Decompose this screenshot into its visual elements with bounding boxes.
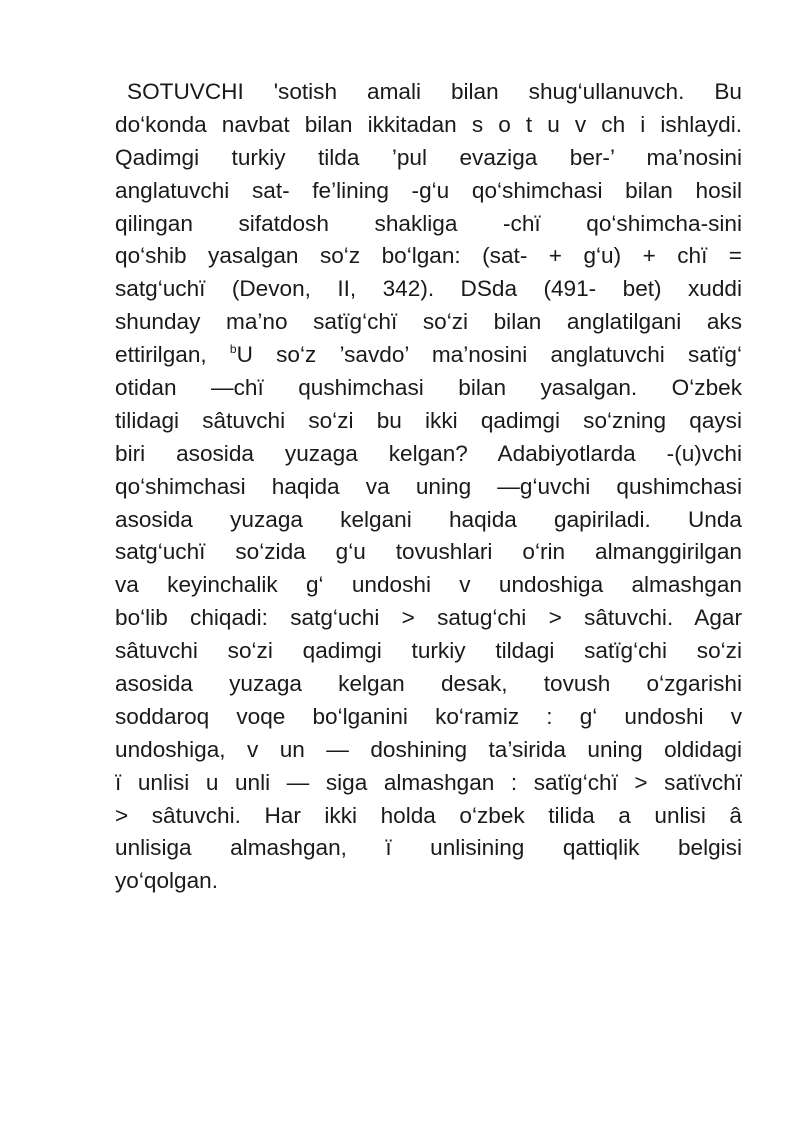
text-line: SOTUVCHI 'sotish amali bilan shug‘ullanuvch. Bu <box>127 79 742 104</box>
text-line: va keyinchalik g‘ undoshi v undoshiga almashgan <box>115 572 742 598</box>
text-line: undoshiga, v un — doshining ta’sirida uning oldidagi <box>115 736 742 762</box>
text-line: qo‘shib yasalgan so‘z bo‘lgan: (sat- + g‘u) + chï = <box>115 243 742 269</box>
text-line: bo‘lib chiqadi: satg‘uchi > satug‘chi > sâtuvchi. Agar <box>115 605 742 631</box>
text-line: anglatuvchi sat- fe’lining -g‘u qo‘shimchasi bilan hosil <box>115 177 742 203</box>
text-line: yo‘qolgan. <box>115 868 219 894</box>
text-line: biri asosida yuzaga kelgan? Adabiyotlarda -(u)vchi <box>115 440 742 466</box>
text-line: do‘konda navbat bilan ikkitadan s o t u v ch i ishlaydi. <box>115 111 742 137</box>
text-line: satg‘uchï so‘zida g‘u tovushlari o‘rin almanggirilgan <box>115 539 742 565</box>
text-line: unlisiga almashgan, ï unlisining qattiqlik belgisi <box>115 835 742 861</box>
text-line-with-footnote <box>115 339 742 372</box>
text-line: > sâtuvchi. Har ikki holda o‘zbek tilida a unlisi â <box>115 802 742 828</box>
text-line: qo‘shimchasi haqida va uning —g‘uvchi qushimchasi <box>115 473 742 499</box>
line-text-before: ettirilgan, <box>115 342 230 368</box>
document-page <box>115 76 742 898</box>
text-line: shunday ma’no satïg‘chï so‘zi bilan anglatilgani aks <box>115 309 742 335</box>
text-line: tilidagi sâtuvchi so‘zi bu ikki qadimgi so‘zning qaysi <box>115 407 742 433</box>
footnote-marker: b <box>229 342 237 357</box>
text-line: satg‘uchï (Devon, II, 342). DSda (491- bet) xuddi <box>115 276 742 302</box>
text-line: soddaroq voqe bo‘lganini ko‘ramiz : g‘ undoshi v <box>115 703 742 729</box>
text-line: sâtuvchi so‘zi qadimgi turkiy tildagi satïg‘chi so‘zi <box>115 638 742 664</box>
text-line: asosida yuzaga kelgan desak, tovush o‘zgarishi <box>115 671 742 697</box>
text-line: Qadimgi turkiy tilda ’pul evaziga ber-’ ma’nosini <box>115 144 742 170</box>
text-line: otidan —chï qushimchasi bilan yasalgan. O‘zbek <box>115 375 742 401</box>
line-text-after: U so‘z ’savdo’ ma’nosini anglatuvchi satïg‘ <box>236 342 742 368</box>
text-line: ï unlisi u unli — siga almashgan : satïg‘chï > satïvchï <box>115 769 742 795</box>
text-line: asosida yuzaga kelgani haqida gapiriladi. Unda <box>115 506 742 532</box>
body-paragraph <box>115 76 742 898</box>
text-line: qilingan sifatdosh shakliga -chï qo‘shimcha-sini <box>115 210 742 236</box>
